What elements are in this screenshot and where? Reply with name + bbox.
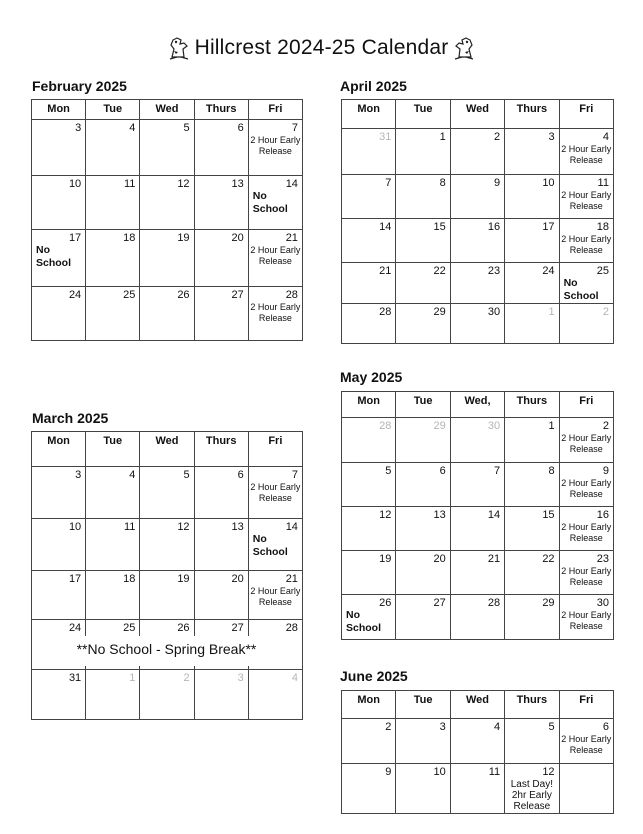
day-cell [505,263,559,304]
day-cell [450,595,504,640]
week-row [342,551,614,595]
week-row [32,670,303,720]
day-cell [32,670,86,720]
no-school-label: No School [252,533,288,558]
day-cell [32,287,86,341]
day-cell [140,287,194,341]
day-cell [450,418,504,463]
weekday-header: Wed [450,691,504,719]
week-row [32,519,303,571]
day-number: 29 [433,420,446,432]
day-number: 27 [433,597,446,609]
week-row [342,507,614,551]
mascot-icon [452,35,476,61]
day-number: 14 [285,178,298,190]
day-number: 15 [542,509,555,521]
week-row [342,219,614,263]
day-number: 2 [385,721,392,733]
day-number: 3 [439,721,446,733]
day-number: 18 [123,232,136,244]
week-row [342,263,614,304]
day-number: 13 [231,521,244,533]
day-cell [396,219,450,263]
week-row [342,595,614,640]
day-number: 28 [379,420,392,432]
no-school-label: No School [563,277,599,302]
day-number: 12 [177,521,190,533]
day-note: 2 Hour Early Release [250,302,301,323]
day-cell [559,764,613,814]
day-cell [450,304,504,344]
day-number: 7 [385,177,392,189]
day-note: 2 Hour Early Release [250,135,301,156]
day-cell [396,263,450,304]
day-cell [86,230,140,287]
day-cell [450,507,504,551]
day-cell [450,551,504,595]
week-row [342,463,614,507]
day-number: 10 [68,178,82,190]
day-number: 30 [487,420,501,432]
day-cell [559,304,613,344]
day-cell [505,551,559,595]
day-cell [248,467,302,519]
week-row [342,175,614,219]
day-number: 31 [68,672,82,684]
day-number: 1 [129,672,136,684]
weekday-header: Fri [559,691,613,719]
day-note: 2 Hour Early Release [561,734,612,755]
day-cell [450,219,504,263]
weekday-header: Fri [248,432,302,467]
day-note: 2 Hour Early Release [561,190,612,211]
day-note: 2 Hour Early Release [561,234,612,255]
day-number: 25 [596,265,609,277]
weekday-header: Wed [450,100,504,129]
day-note: Last Day! 2hr Early Release [510,779,553,812]
day-cell [32,519,86,571]
day-cell [559,595,613,640]
day-number: 1 [439,131,446,143]
day-note: 2 Hour Early Release [561,522,612,543]
day-number: 10 [542,177,555,189]
day-number: 27 [231,289,244,301]
day-cell [86,571,140,620]
day-cell [86,176,140,230]
day-number: 8 [439,177,446,189]
day-note: 2 Hour Early Release [250,482,301,503]
day-number: 11 [488,766,501,778]
month-title-may: May 2025 [340,369,403,385]
day-number: 6 [439,465,446,477]
day-cell [32,571,86,620]
day-number: 11 [123,521,136,533]
week-row [342,418,614,463]
day-number: 3 [548,131,555,143]
day-number: 26 [379,597,392,609]
day-number: 4 [291,672,298,684]
day-cell [505,507,559,551]
day-cell [505,418,559,463]
day-cell [140,230,194,287]
day-number: 28 [285,622,298,634]
day-number: 8 [548,465,555,477]
day-cell [559,129,613,175]
day-number: 4 [494,721,501,733]
day-cell [559,551,613,595]
week-row [342,764,614,814]
day-number: 1 [548,420,555,432]
day-cell [450,263,504,304]
day-number: 31 [379,131,392,143]
day-number: 29 [542,597,555,609]
day-cell [342,219,396,263]
day-cell [505,304,559,344]
day-number: 24 [68,622,82,634]
week-row [32,571,303,620]
day-cell [194,230,248,287]
weekday-header: Wed [140,100,194,120]
day-number: 7 [291,122,298,134]
day-number: 24 [542,265,555,277]
day-cell [248,571,302,620]
day-cell [396,595,450,640]
day-cell [396,418,450,463]
day-cell [450,719,504,764]
day-number: 21 [285,232,298,244]
day-cell [505,129,559,175]
day-number: 9 [602,465,609,477]
day-number: 14 [285,521,298,533]
calendar-april [341,99,614,344]
weekday-header: Tue [86,432,140,467]
day-cell [140,176,194,230]
day-number: 13 [231,178,244,190]
day-cell [32,176,86,230]
day-cell [396,129,450,175]
weekday-header: Thurs [505,100,559,129]
weekday-header: Wed, [450,392,504,418]
weekday-header: Mon [32,432,86,467]
day-cell [396,175,450,219]
week-row [32,176,303,230]
day-cell [342,595,396,640]
weekday-header: Mon [342,392,396,418]
day-note: 2 Hour Early Release [561,610,612,631]
weekday-header: Tue [396,691,450,719]
day-number: 19 [177,573,190,585]
day-cell [396,463,450,507]
month-title-march: March 2025 [32,410,109,426]
day-cell [450,463,504,507]
mascot-icon [167,35,191,61]
day-cell [396,719,450,764]
day-number: 21 [487,553,501,565]
day-cell [248,176,302,230]
calendar-march [31,431,303,720]
day-number: 18 [596,221,609,233]
weekday-header: Thurs [505,691,559,719]
day-number: 17 [68,232,82,244]
day-number: 23 [596,553,609,565]
day-cell [505,175,559,219]
day-number: 4 [602,131,609,143]
day-number: 18 [123,573,136,585]
day-cell [194,467,248,519]
day-number: 15 [433,221,446,233]
day-cell [342,304,396,344]
day-number: 14 [379,221,392,233]
spring-break-banner [32,636,301,666]
day-number: 5 [548,721,555,733]
day-cell [194,176,248,230]
day-cell [140,519,194,571]
week-row [342,304,614,344]
day-cell [140,571,194,620]
calendar-february [31,99,303,341]
day-number: 23 [487,265,501,277]
weekday-header: Mon [342,691,396,719]
day-number: 28 [379,306,392,318]
day-number: 12 [177,178,190,190]
day-number: 6 [237,469,244,481]
day-number: 12 [542,766,555,778]
week-row [342,719,614,764]
weekday-header: Fri [559,100,613,129]
week-row [32,287,303,341]
day-cell [505,463,559,507]
day-cell [248,230,302,287]
day-cell [194,571,248,620]
day-number: 4 [129,122,136,134]
day-cell [342,463,396,507]
day-number: 29 [433,306,446,318]
day-note: 2 Hour Early Release [561,566,612,587]
week-row [342,129,614,175]
weekday-header: Thurs [194,100,248,120]
day-number: 2 [183,672,190,684]
day-number: 28 [285,289,298,301]
day-cell [342,263,396,304]
no-school-label: No School [346,609,382,634]
day-cell [140,120,194,176]
day-note: 2 Hour Early Release [250,245,301,266]
page-title: Hillcrest 2024-25 Calendar [194,36,449,59]
calendar-may [341,391,614,640]
day-cell [450,175,504,219]
calendar-june [341,690,614,814]
weekday-header: Mon [32,100,86,120]
day-number: 3 [237,672,244,684]
day-number: 17 [68,573,82,585]
day-cell [342,551,396,595]
day-number: 11 [597,177,609,189]
day-cell [140,670,194,720]
weekday-header: Tue [86,100,140,120]
day-cell [194,670,248,720]
day-cell [86,120,140,176]
day-number: 7 [291,469,298,481]
day-number: 25 [123,622,136,634]
day-cell [32,230,86,287]
day-cell [248,287,302,341]
weekday-header: Wed [140,432,194,467]
day-number: 19 [379,553,392,565]
day-cell [396,304,450,344]
day-number: 12 [379,509,392,521]
day-cell [342,719,396,764]
day-number: 22 [542,553,555,565]
day-cell [396,551,450,595]
day-cell [86,519,140,571]
week-row [32,230,303,287]
day-cell [248,120,302,176]
day-number: 2 [494,131,501,143]
day-number: 28 [487,597,501,609]
day-cell [248,519,302,571]
day-cell [559,719,613,764]
day-number: 26 [177,289,190,301]
weekday-header: Fri [248,100,302,120]
week-row [32,467,303,519]
day-note: 2 Hour Early Release [250,586,301,607]
weekday-header: Tue [396,392,450,418]
day-cell [450,129,504,175]
day-cell [559,263,613,304]
month-title-february: February 2025 [32,78,127,94]
day-cell [505,764,559,814]
day-number: 14 [487,509,501,521]
day-cell [194,287,248,341]
month-title-april: April 2025 [340,78,407,94]
day-note: 2 Hour Early Release [561,433,612,454]
day-number: 6 [237,122,244,134]
day-number: 16 [596,509,609,521]
day-number: 9 [385,766,392,778]
month-title-june: June 2025 [340,668,408,684]
weekday-header: Fri [559,392,613,418]
day-number: 17 [542,221,555,233]
day-cell [140,467,194,519]
day-cell [559,507,613,551]
day-cell [342,507,396,551]
day-number: 10 [433,766,446,778]
day-number: 26 [177,622,190,634]
day-number: 3 [75,469,82,481]
day-cell [450,764,504,814]
day-number: 20 [433,553,446,565]
day-number: 19 [177,232,190,244]
day-number: 30 [596,597,609,609]
week-row [32,120,303,176]
day-cell [86,670,140,720]
day-cell [342,129,396,175]
day-number: 24 [68,289,82,301]
weekday-header: Tue [396,100,450,129]
day-number: 2 [602,420,609,432]
weekday-header: Thurs [194,432,248,467]
day-number: 2 [602,306,609,318]
no-school-label: No School [36,244,72,269]
day-cell [559,418,613,463]
day-cell [396,507,450,551]
day-number: 30 [487,306,501,318]
day-cell [194,120,248,176]
day-number: 5 [385,465,392,477]
day-cell [505,219,559,263]
day-cell [86,287,140,341]
day-number: 27 [231,622,244,634]
day-cell [86,467,140,519]
day-cell [32,120,86,176]
spring-break-text: **No School - Spring Break** [76,641,257,657]
weekday-header: Thurs [505,392,559,418]
day-number: 5 [183,469,190,481]
day-cell [505,719,559,764]
no-school-label: No School [252,190,288,215]
day-number: 16 [487,221,501,233]
day-cell [342,418,396,463]
day-number: 9 [494,177,501,189]
day-number: 20 [231,232,244,244]
day-number: 1 [548,306,555,318]
day-cell [505,595,559,640]
day-number: 4 [129,469,136,481]
day-cell [342,764,396,814]
day-number: 25 [123,289,136,301]
day-number: 6 [602,721,609,733]
day-number: 13 [433,509,446,521]
day-note: 2 Hour Early Release [561,144,612,165]
day-cell [559,463,613,507]
day-number: 22 [433,265,446,277]
day-number: 3 [75,122,82,134]
day-number [560,764,613,766]
day-cell [32,467,86,519]
day-number: 20 [231,573,244,585]
day-cell [248,670,302,720]
day-number: 5 [183,122,190,134]
day-number: 10 [68,521,82,533]
day-number: 7 [494,465,501,477]
weekday-header: Mon [342,100,396,129]
title-bar [0,35,643,61]
day-cell [396,764,450,814]
day-cell [559,219,613,263]
day-cell [194,519,248,571]
day-note: 2 Hour Early Release [561,478,612,499]
day-cell [559,175,613,219]
day-cell [342,175,396,219]
day-number: 21 [379,265,392,277]
day-number: 11 [123,178,136,190]
day-number: 21 [285,573,298,585]
